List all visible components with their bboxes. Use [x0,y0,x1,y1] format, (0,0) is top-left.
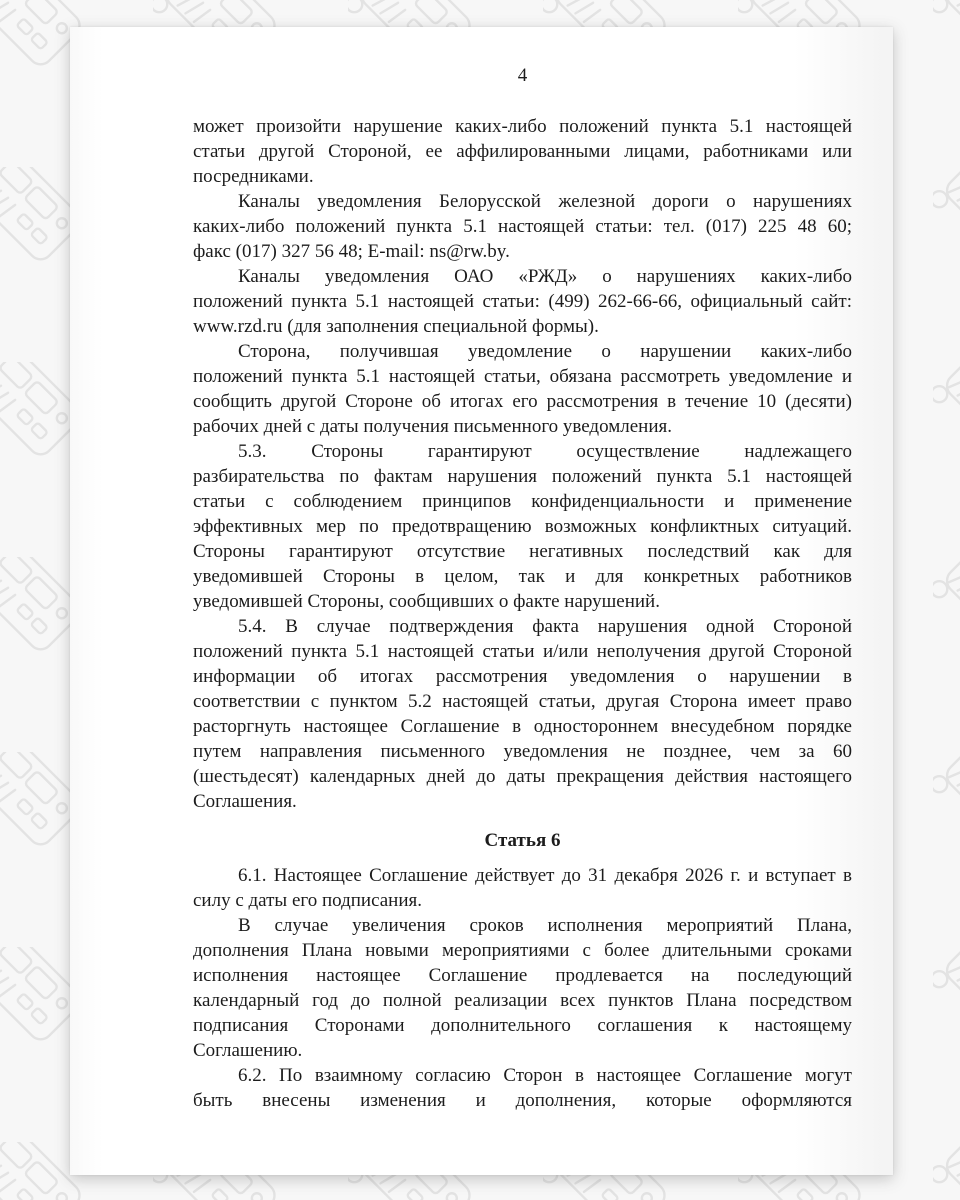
text-line: Соглашению. [193,1040,303,1061]
text-line: разбирательства по фактам нарушения положений пункта 5.1 настоящей [193,466,852,487]
paragraph [193,189,852,264]
text-line: уведомившей Стороны, сообщивших о факте нарушений. [193,591,660,612]
document-page [70,27,893,1175]
text-line: подписания Сторонами дополнительного соглашения к настоящему [193,1015,852,1036]
text-line: расторгнуть настоящее Соглашение в одностороннем внесудебном порядке [193,716,852,737]
text-line: исполнения настоящее Соглашение продлевается на последующий [193,965,852,986]
text-line: статьи с соблюдением принципов конфиденциальности и применение [193,491,852,512]
text-line: положений пункта 5.1 настоящей статьи: (499) 262-66-66, официальный сайт: [193,291,852,312]
text-line: 5.3. Стороны гарантируют осуществление надлежащего [238,441,852,462]
text-line: посредниками. [193,166,314,187]
text-line: эффективных мер по предотвращению возможных конфликтных ситуаций. [193,516,852,537]
text-line: рабочих дней с даты получения письменного уведомления. [193,416,672,437]
text-line: положений пункта 5.1 настоящей статьи, обязана рассмотреть уведомление и [193,366,852,387]
paragraph [193,339,852,439]
text-line: сообщить другой Стороне об итогах его рассмотрения в течение 10 (десяти) [193,391,852,412]
paragraph [193,1063,852,1113]
paragraph [193,114,852,189]
article-heading: Статья 6 [484,830,561,851]
text-line: Сторона, получившая уведомление о нарушении каких-либо [238,341,852,362]
text-line: Каналы уведомления ОАО «РЖД» о нарушениях каких-либо [238,266,852,287]
text-line: статьи другой Стороной, ее аффилированными лицами, работниками или [193,141,852,162]
text-line: Стороны гарантируют отсутствие негативных последствий как для [193,541,852,562]
text-line: может произойти нарушение каких-либо положений пункта 5.1 настоящей [193,116,852,137]
paragraph [193,439,852,614]
text-line: календарный год до полной реализации всех пунктов Плана посредством [193,990,852,1011]
paragraph [193,264,852,339]
text-line: 6.1. Настоящее Соглашение действует до 31 декабря 2026 г. и вступает в [238,865,852,886]
text-line: путем направления письменного уведомления не позднее, чем за 60 [193,741,852,762]
text-line: быть внесены изменения и дополнения, которые оформляются [193,1090,852,1111]
text-line: положений пункта 5.1 настоящей статьи и/или неполучения другой Стороной [193,641,852,662]
text-line: соответствии с пунктом 5.2 настоящей статьи, другая Сторона имеет право [193,691,852,712]
paragraph [193,863,852,913]
text-line: В случае увеличения сроков исполнения мероприятий Плана, [238,915,852,936]
document-body [193,114,852,1113]
paragraph [193,614,852,814]
text-line: факс (017) 327 56 48; E-mail: ns@rw.by. [193,241,510,262]
text-line: уведомившей Стороны в целом, так и для конкретных работников [193,566,852,587]
text-line: Соглашения. [193,791,297,812]
text-line: информации об итогах рассмотрения уведомления о нарушении в [193,666,852,687]
text-line: (шестьдесят) календарных дней до даты прекращения действия настоящего [193,766,852,787]
page-number: 4 [517,65,528,86]
text-line: каких-либо положений пункта 5.1 настоящей статьи: тел. (017) 225 48 60; [193,216,852,237]
document-content [193,63,852,1113]
text-line: дополнения Плана новыми мероприятиями с более длительными сроками [193,940,852,961]
text-line: 6.2. По взаимному согласию Сторон в настоящее Соглашение могут [238,1065,852,1086]
text-line: силу с даты его подписания. [193,890,422,911]
paragraph [193,913,852,1063]
text-line: www.rzd.ru (для заполнения специальной формы). [193,316,599,337]
text-line: Каналы уведомления Белорусской железной дороги о нарушениях [238,191,852,212]
text-line: 5.4. В случае подтверждения факта нарушения одной Стороной [238,616,852,637]
